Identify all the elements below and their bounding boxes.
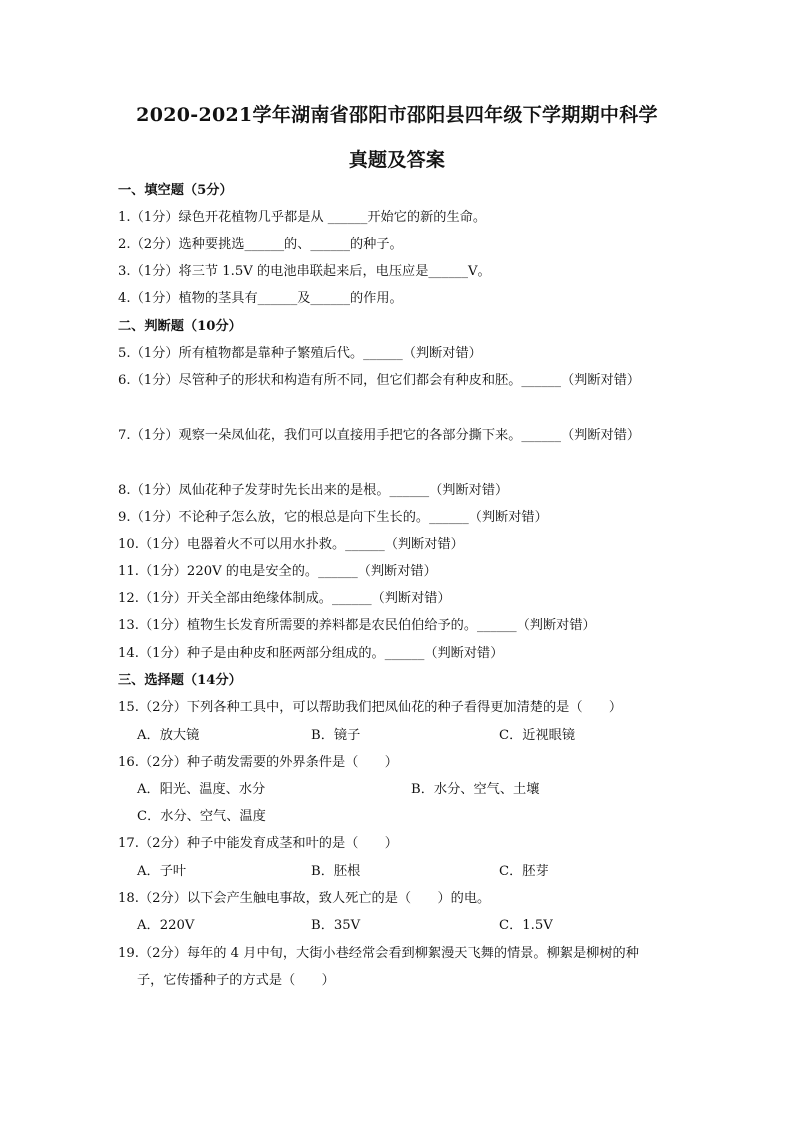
question-19-continuation: 子，它传播种子的方式是（ ） <box>137 973 335 988</box>
question-15-option-a: A．放大镜 <box>137 728 200 743</box>
question-10: 10.（1分）电器着火不可以用水扑救。______（判断对错） <box>118 537 464 552</box>
question-16: 16.（2分）种子萌发需要的外界条件是（ ） <box>118 755 398 770</box>
question-4: 4.（1分）植物的茎具有______及______的作用。 <box>118 291 403 306</box>
question-8: 8.（1分）凤仙花种子发芽时先长出来的是根。______（判断对错） <box>118 483 509 498</box>
question-18-option-a: A．220V <box>137 918 195 933</box>
section-multiple-choice: 三、选择题（14分） <box>118 673 242 688</box>
question-16-option-c: C．水分、空气、温度 <box>137 809 266 824</box>
question-18-option-c: C．1.5V <box>499 918 553 933</box>
question-16-option-b: B．水分、空气、土壤 <box>411 782 540 797</box>
question-1: 1.（1分）绿色开花植物几乎都是从 ______开始它的新的生命。 <box>118 210 487 225</box>
question-17-option-c: C．胚芽 <box>499 864 549 879</box>
question-18-option-b: B．35V <box>311 918 361 933</box>
question-12: 12.（1分）开关全部由绝缘体制成。______（判断对错） <box>118 591 451 606</box>
question-17-option-b: B．胚根 <box>311 864 361 879</box>
question-5: 5.（1分）所有植物都是靠种子繁殖后代。______（判断对错） <box>118 346 482 361</box>
question-13: 13.（1分）植物生长发育所需要的养料都是农民伯伯给予的。______（判断对错） <box>118 618 596 633</box>
question-15-option-c: C．近视眼镜 <box>499 728 576 743</box>
question-3: 3.（1分）将三节 1.5V 的电池串联起来后，电压应是______V。 <box>118 264 491 279</box>
question-17-option-a: A．子叶 <box>137 864 187 879</box>
question-17: 17.（2分）种子中能发育成茎和叶的是（ ） <box>118 836 398 851</box>
question-18: 18.（2分）以下会产生触电事故，致人死亡的是（ ）的电。 <box>118 891 491 906</box>
question-15: 15.（2分）下列各种工具中，可以帮助我们把凤仙花的种子看得更加清楚的是（ ） <box>118 700 623 715</box>
question-15-option-b: B．镜子 <box>311 728 361 743</box>
question-11: 11.（1分）220V 的电是安全的。______（判断对错） <box>118 564 437 579</box>
section-true-false: 二、判断题（10分） <box>118 319 242 334</box>
question-6: 6.（1分）尽管种子的形状和构造有所不同，但它们都会有种皮和胚。______（判断对错） <box>118 373 641 388</box>
question-9: 9.（1分）不论种子怎么放，它的根总是向下生长的。______（判断对错） <box>118 510 548 525</box>
page-subtitle: 真题及答案 <box>348 149 446 171</box>
question-16-option-a: A．阳光、温度、水分 <box>137 782 266 797</box>
question-2: 2.（2分）选种要挑选______的、______的种子。 <box>118 237 403 252</box>
question-14: 14.（1分）种子是由种皮和胚两部分组成的。______（判断对错） <box>118 646 504 661</box>
section-fill-in: 一、填空题（5分） <box>118 183 233 198</box>
question-19: 19.（2分）每年的 4 月中旬，大街小巷经常会看到柳絮漫天飞舞的情景。柳絮是柳树的种 <box>118 946 639 961</box>
question-7: 7.（1分）观察一朵凤仙花，我们可以直接用手把它的各部分撕下来。______（判断对错） <box>118 428 641 443</box>
page-title: 2020-2021学年湖南省邵阳市邵阳县四年级下学期期中科学 <box>136 104 658 126</box>
